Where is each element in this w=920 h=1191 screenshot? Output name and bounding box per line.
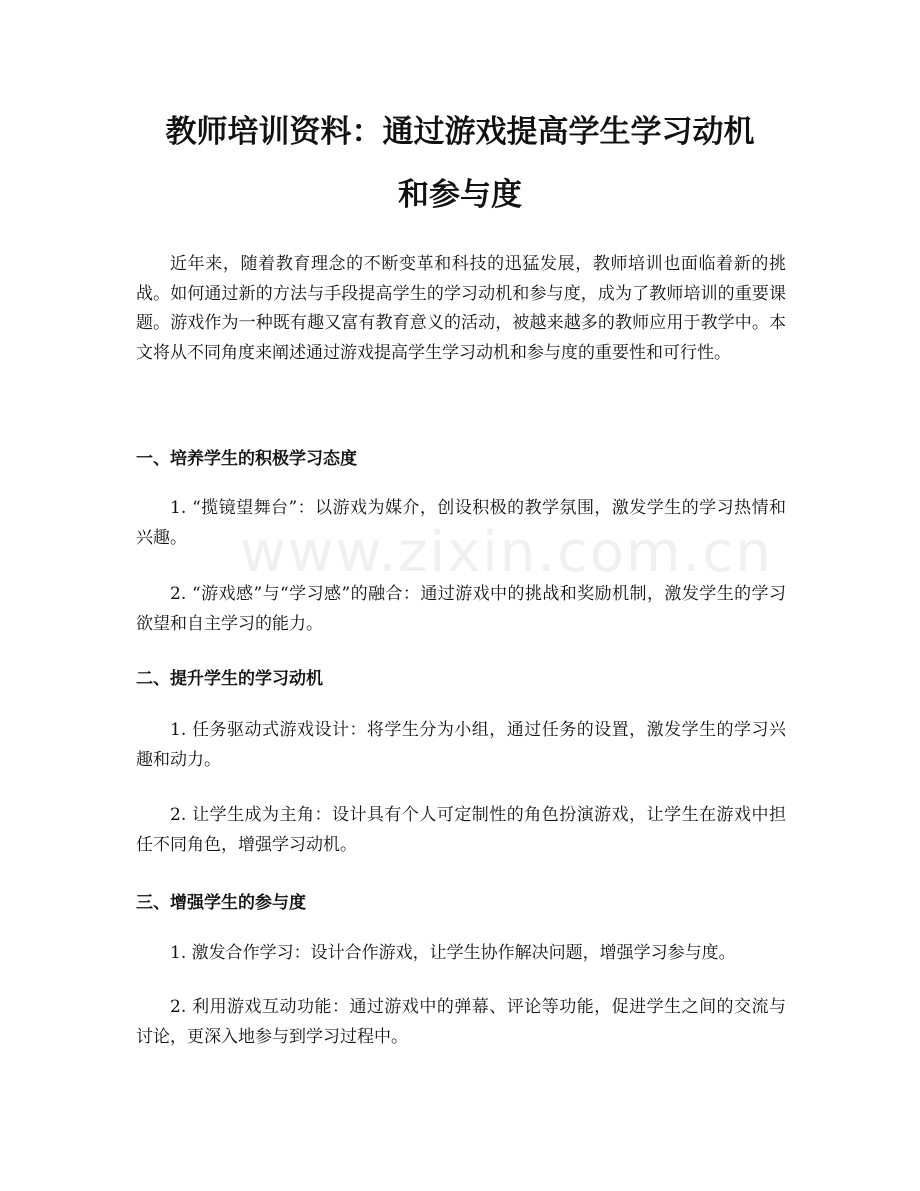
section-3-item-1: 1. 激发合作学习：设计合作游戏，让学生协作解决问题，增强学习参与度。 — [170, 943, 736, 963]
section-heading-3: 三、增强学生的参与度 — [136, 893, 306, 913]
section-2-item-1: 1. 任务驱动式游戏设计：将学生分为小组，通过任务的设置，激发学生的学习兴趣和动力。 — [136, 720, 786, 770]
section-1-item-2: 2. “游戏感”与“学习感”的融合：通过游戏中的挑战和奖励机制，激发学生的学习欲望和自主学习的能力。 — [136, 584, 786, 634]
document-title-line1: 教师培训资料：通过游戏提高学生学习动机 — [165, 114, 755, 150]
section-heading-2: 二、提升学生的学习动机 — [136, 669, 323, 689]
section-heading-1: 一、培养学生的积极学习态度 — [136, 449, 357, 469]
document-title-line2: 和参与度 — [398, 177, 522, 213]
section-1-item-1: 1. “揽镜望舞台”：以游戏为媒介，创设积极的教学氛围，激发学生的学习热情和兴趣。 — [136, 498, 786, 548]
section-2-item-2: 2. 让学生成为主角：设计具有个人可定制性的角色扮演游戏，让学生在游戏中担任不同角色，增强学习动机。 — [136, 805, 786, 855]
watermark: www.zixin.com.cn — [240, 520, 773, 585]
section-3-item-2: 2. 利用游戏互动功能：通过游戏中的弹幕、评论等功能，促进学生之间的交流与讨论，更深入地参与到学习过程中。 — [136, 997, 786, 1047]
intro-paragraph: 近年来，随着教育理念的不断变革和科技的迅猛发展，教师培训也面临着新的挑战。如何通过新的方法与手段提高学生的学习动机和参与度，成为了教师培训的重要课题。游戏作为一种既有趣又富有教育意义的活动，被越来越多的教师应用于教学中。本文将从不同角度来阐述通过游戏提高学生学习动机和参与度的重要性和可行性。 — [136, 254, 786, 363]
